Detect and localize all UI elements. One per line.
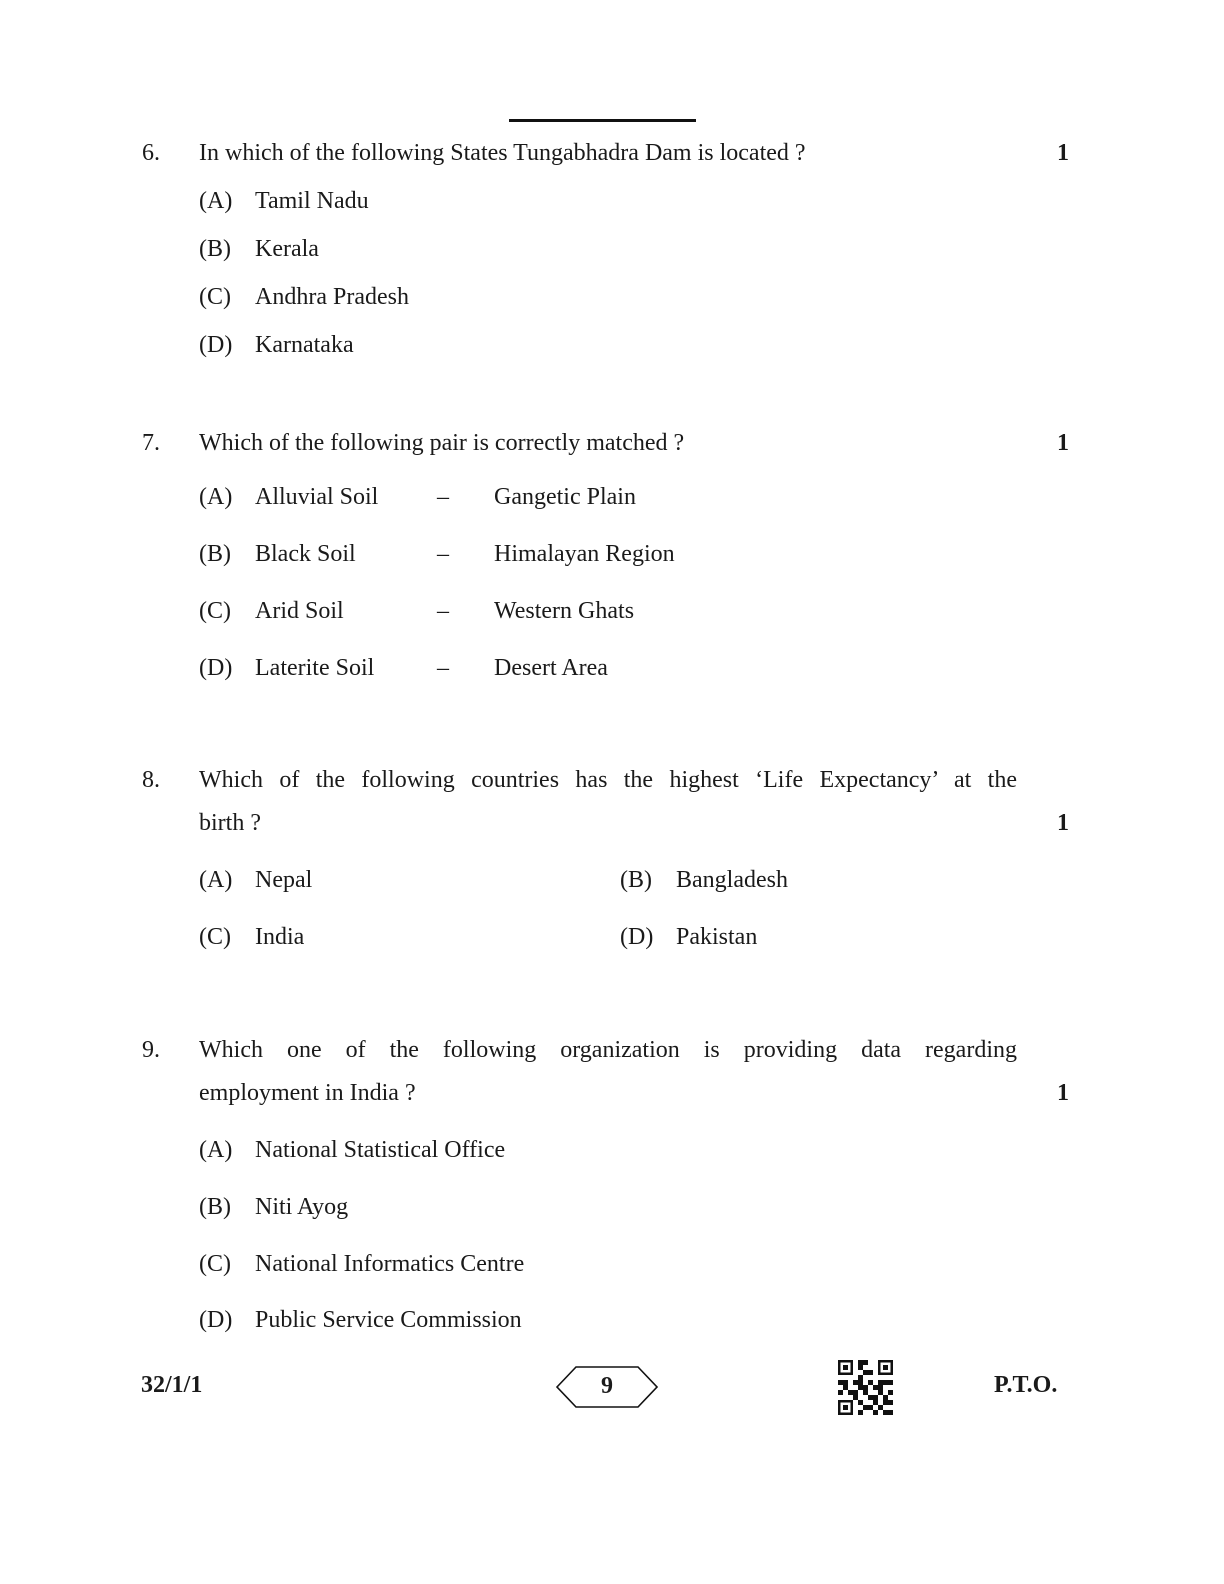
option-region: Himalayan Region	[494, 541, 675, 567]
question-text-line-2: employment in India ?	[199, 1080, 416, 1106]
option-letter: (C)	[199, 924, 231, 950]
question-marks: 1	[1057, 430, 1069, 456]
option-letter: (B)	[199, 236, 231, 262]
option-soil: Laterite Soil	[255, 655, 375, 681]
question-number: 9.	[142, 1037, 160, 1063]
paper-code: 32/1/1	[141, 1372, 203, 1398]
option-letter: (A)	[199, 867, 233, 893]
question-marks: 1	[1057, 810, 1069, 836]
option-soil: Arid Soil	[255, 598, 344, 624]
option-letter: (C)	[199, 1251, 231, 1277]
option-letter: (A)	[199, 1137, 233, 1163]
option-letter: (D)	[199, 332, 233, 358]
option-dash: –	[437, 655, 449, 681]
option-text: National Informatics Centre	[255, 1251, 525, 1277]
option-text: Bangladesh	[676, 867, 788, 893]
option-region: Desert Area	[494, 655, 608, 681]
option-region: Western Ghats	[494, 598, 635, 624]
question-number: 8.	[142, 767, 160, 793]
option-letter: (B)	[199, 541, 231, 567]
question-text-line-2: birth ?	[199, 810, 261, 836]
option-letter: (C)	[199, 284, 231, 310]
option-text: Andhra Pradesh	[255, 284, 409, 310]
question-text	[199, 1029, 1017, 1115]
question-marks: 1	[1057, 140, 1069, 166]
option-soil: Alluvial Soil	[255, 484, 379, 510]
question-text	[199, 759, 1017, 845]
question-text: In which of the following States Tungabhadra Dam is located ?	[199, 140, 806, 166]
qr-code-icon	[838, 1360, 893, 1415]
option-letter: (D)	[620, 924, 654, 950]
option-dash: –	[437, 541, 449, 567]
page-number: 9	[601, 1373, 613, 1399]
question-marks: 1	[1057, 1080, 1069, 1106]
please-turn-over: P.T.O.	[994, 1372, 1058, 1398]
option-letter: (D)	[199, 1307, 233, 1333]
option-text: Niti Ayog	[255, 1194, 349, 1220]
option-dash: –	[437, 598, 449, 624]
option-text: Nepal	[255, 867, 313, 893]
question-number: 6.	[142, 140, 160, 166]
option-region: Gangetic Plain	[494, 484, 636, 510]
option-text: India	[255, 924, 305, 950]
question-text-line-1: Which of the following countries has the highest ‘Life Expectancy’ at the	[199, 767, 1017, 793]
option-letter: (A)	[199, 188, 233, 214]
option-letter: (A)	[199, 484, 233, 510]
option-text: National Statistical Office	[255, 1137, 506, 1163]
option-letter: (D)	[199, 655, 233, 681]
option-letter: (B)	[199, 1194, 231, 1220]
option-soil: Black Soil	[255, 541, 356, 567]
option-text: Pakistan	[676, 924, 758, 950]
option-letter: (B)	[620, 867, 652, 893]
question-number: 7.	[142, 430, 160, 456]
option-text: Public Service Commission	[255, 1307, 522, 1333]
option-text: Karnataka	[255, 332, 354, 358]
top-divider-rule	[509, 119, 696, 122]
option-letter: (C)	[199, 598, 231, 624]
question-text-line-1: Which one of the following organization is providing data regarding	[199, 1037, 1017, 1063]
page-number-badge	[556, 1366, 658, 1408]
option-dash: –	[437, 484, 449, 510]
option-text: Tamil Nadu	[255, 188, 369, 214]
question-text: Which of the following pair is correctly matched ?	[199, 430, 685, 456]
option-text: Kerala	[255, 236, 319, 262]
